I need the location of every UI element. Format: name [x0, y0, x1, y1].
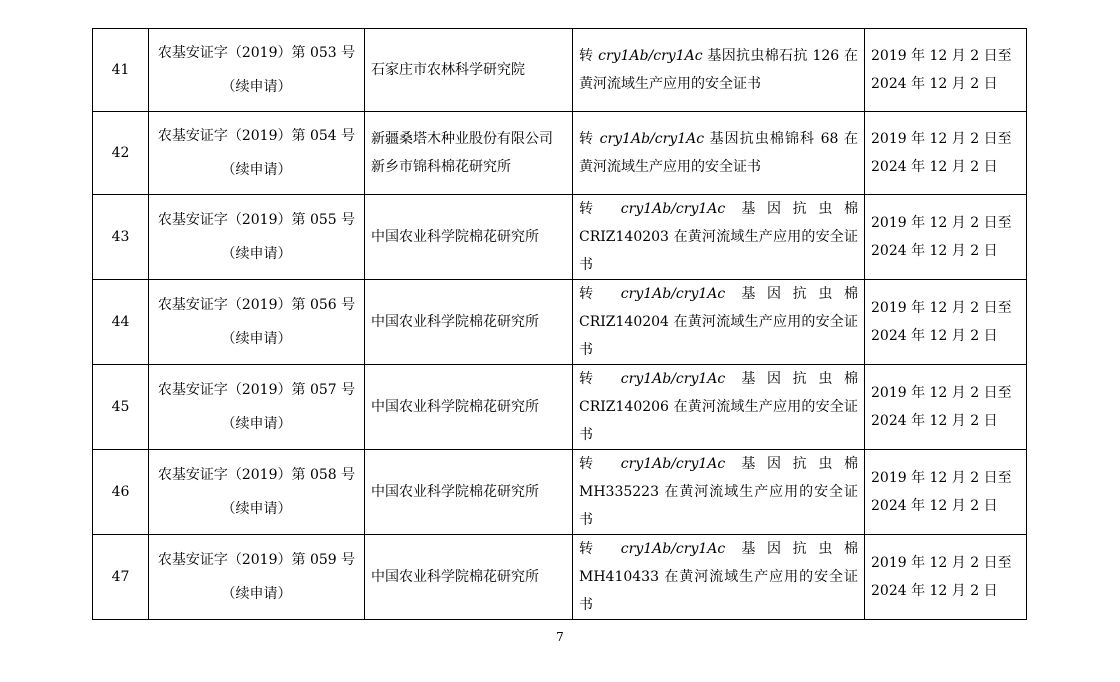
renewal-label: （续申请）	[221, 79, 292, 95]
gene-name: cry1Ab/cry1Ac	[620, 286, 726, 302]
validity-end: 2024 年 12 月 2 日	[871, 328, 998, 344]
certificate-title-cell	[573, 195, 865, 280]
renewal-label: （续申请）	[221, 246, 292, 262]
validity-period-cell	[865, 280, 1027, 365]
organization-cell	[365, 535, 573, 620]
gene-name: cry1Ab/cry1Ac	[620, 541, 726, 557]
validity-period-cell	[865, 450, 1027, 535]
organization-line: 石家庄市农林科学研究院	[371, 62, 525, 78]
certificate-id-cell	[149, 535, 365, 620]
title-prefix: 转	[579, 48, 599, 64]
certificate-id-cell	[149, 112, 365, 195]
title-suffix: 基因抗虫棉 MH335223 在黄河流域生产应用的安全证书	[579, 456, 858, 528]
validity-period-cell	[865, 112, 1027, 195]
table-row	[93, 280, 1027, 365]
table-row	[93, 535, 1027, 620]
certificate-title-cell	[573, 535, 865, 620]
table-row	[93, 29, 1027, 112]
title-suffix: 基因抗虫棉 MH410433 在黄河流域生产应用的安全证书	[579, 541, 858, 613]
validity-start: 2019 年 12 月 2 日至	[871, 131, 1012, 147]
certificate-id: 农基安证字（2019）第 057 号	[157, 382, 356, 398]
validity-start: 2019 年 12 月 2 日至	[871, 555, 1012, 571]
title-prefix: 转	[579, 541, 621, 557]
gene-name: cry1Ab/cry1Ac	[620, 201, 726, 217]
row-number: 46	[93, 450, 149, 535]
title-prefix: 转	[579, 131, 600, 147]
certificate-title-cell	[573, 29, 865, 112]
organization-cell	[365, 112, 573, 195]
validity-end: 2024 年 12 月 2 日	[871, 76, 998, 92]
validity-period-cell	[865, 195, 1027, 280]
row-number: 43	[93, 195, 149, 280]
certificate-table	[92, 28, 1027, 620]
table-row	[93, 450, 1027, 535]
organization-line: 新疆桑塔木种业股份有限公司	[371, 131, 553, 147]
validity-start: 2019 年 12 月 2 日至	[871, 385, 1012, 401]
organization-line: 中国农业科学院棉花研究所	[371, 399, 539, 415]
certificate-id: 农基安证字（2019）第 059 号	[157, 552, 356, 568]
title-suffix: 基因抗虫棉石抗 126 在黄河流域生产应用的安全证书	[579, 48, 858, 92]
renewal-label: （续申请）	[221, 416, 292, 432]
gene-name: cry1Ab/cry1Ac	[620, 371, 726, 387]
validity-end: 2024 年 12 月 2 日	[871, 243, 998, 259]
row-number: 41	[93, 29, 149, 112]
title-suffix: 基因抗虫棉 CRIZ140204 在黄河流域生产应用的安全证书	[579, 286, 858, 358]
page-number: 7	[556, 630, 564, 644]
certificate-title-cell	[573, 280, 865, 365]
title-prefix: 转	[579, 371, 621, 387]
validity-end: 2024 年 12 月 2 日	[871, 498, 998, 514]
organization-cell	[365, 365, 573, 450]
certificate-id-cell	[149, 450, 365, 535]
certificate-id-cell	[149, 365, 365, 450]
title-suffix: 基因抗虫棉 CRIZ140206 在黄河流域生产应用的安全证书	[579, 371, 858, 443]
row-number: 45	[93, 365, 149, 450]
validity-start: 2019 年 12 月 2 日至	[871, 300, 1012, 316]
title-prefix: 转	[579, 456, 621, 472]
title-prefix: 转	[579, 201, 621, 217]
renewal-label: （续申请）	[221, 162, 292, 178]
organization-cell	[365, 195, 573, 280]
certificate-title-cell	[573, 450, 865, 535]
row-number: 44	[93, 280, 149, 365]
validity-period-cell	[865, 365, 1027, 450]
renewal-label: （续申请）	[221, 331, 292, 347]
organization-line: 中国农业科学院棉花研究所	[371, 314, 539, 330]
certificate-id: 农基安证字（2019）第 055 号	[157, 212, 356, 228]
gene-name: cry1Ab/cry1Ac	[599, 131, 705, 147]
renewal-label: （续申请）	[221, 586, 292, 602]
certificate-title-cell	[573, 112, 865, 195]
validity-start: 2019 年 12 月 2 日至	[871, 215, 1012, 231]
renewal-label: （续申请）	[221, 501, 292, 517]
certificate-table-body	[93, 29, 1027, 620]
organization-cell	[365, 29, 573, 112]
title-suffix: 基因抗虫棉 CRIZ140203 在黄河流域生产应用的安全证书	[579, 201, 858, 273]
certificate-id: 农基安证字（2019）第 054 号	[157, 128, 356, 144]
certificate-title-cell	[573, 365, 865, 450]
validity-start: 2019 年 12 月 2 日至	[871, 470, 1012, 486]
table-row	[93, 112, 1027, 195]
validity-start: 2019 年 12 月 2 日至	[871, 48, 1012, 64]
validity-period-cell	[865, 535, 1027, 620]
certificate-id: 农基安证字（2019）第 056 号	[157, 297, 356, 313]
row-number: 47	[93, 535, 149, 620]
validity-end: 2024 年 12 月 2 日	[871, 583, 998, 599]
validity-period-cell	[865, 29, 1027, 112]
organization-cell	[365, 450, 573, 535]
organization-line: 中国农业科学院棉花研究所	[371, 229, 539, 245]
organization-line: 中国农业科学院棉花研究所	[371, 569, 539, 585]
row-number: 42	[93, 112, 149, 195]
validity-end: 2024 年 12 月 2 日	[871, 413, 998, 429]
certificate-id-cell	[149, 29, 365, 112]
certificate-id: 农基安证字（2019）第 053 号	[157, 45, 356, 61]
validity-end: 2024 年 12 月 2 日	[871, 159, 998, 175]
certificate-id-cell	[149, 195, 365, 280]
table-row	[93, 195, 1027, 280]
certificate-id-cell	[149, 280, 365, 365]
gene-name: cry1Ab/cry1Ac	[620, 456, 726, 472]
gene-name: cry1Ab/cry1Ac	[598, 48, 703, 64]
organization-line: 中国农业科学院棉花研究所	[371, 484, 539, 500]
table-row	[93, 365, 1027, 450]
title-prefix: 转	[579, 286, 621, 302]
organization-line: 新乡市锦科棉花研究所	[371, 159, 511, 175]
certificate-id: 农基安证字（2019）第 058 号	[157, 467, 356, 483]
organization-cell	[365, 280, 573, 365]
title-suffix: 基因抗虫棉锦科 68 在黄河流域生产应用的安全证书	[579, 131, 858, 175]
